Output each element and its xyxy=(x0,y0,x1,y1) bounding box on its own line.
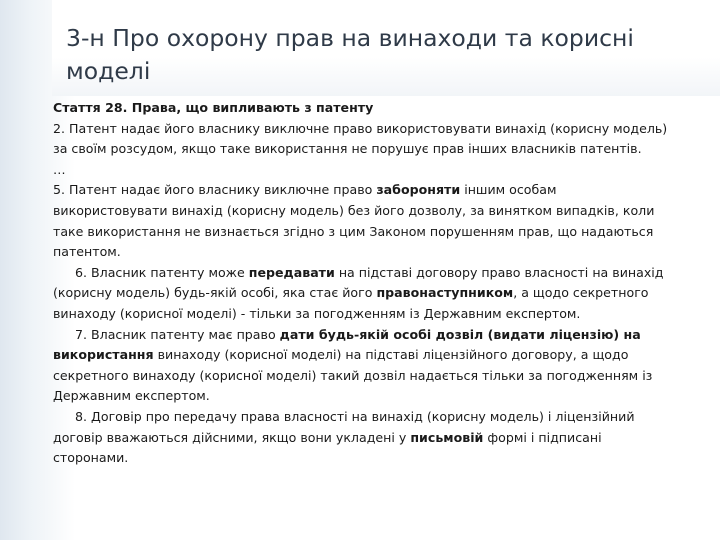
left-decorative-strip xyxy=(0,0,52,540)
paragraph-6-text-e: , а щодо секретного винаходу (корисної моделі) - тільки за погодженням із Державним експертом. xyxy=(53,285,649,321)
article-heading xyxy=(53,98,675,119)
slide-content xyxy=(53,98,675,469)
paragraph-2: 2. Патент надає його власнику виключне право використовувати винахід (корисну модель) за своїм розсудом, якщо таке використання не порушує прав інших власників патентів. xyxy=(53,120,668,157)
paragraph-8-text-a: 8. Договір про передачу права власності на винахід (корисну модель) і ліцензійний договір вважаються дійсними, якщо вони укладені у xyxy=(53,408,635,445)
paragraph-7 xyxy=(53,325,675,407)
slide-title: 3-н Про охорону прав на винаходи та корисні моделі xyxy=(66,24,634,85)
paragraph-5-bold: забороняти xyxy=(376,182,461,198)
article-heading-text: Стаття 28. Права, що випливають з патенту xyxy=(53,100,374,115)
paragraph-6-bold-1: передавати xyxy=(248,264,335,280)
paragraph-6 xyxy=(53,263,675,325)
paragraph-5 xyxy=(53,180,675,262)
paragraph-6-text-c: на підставі договору право власності на винахід (корисну модель) будь-якій особі, яка стає його xyxy=(53,264,664,301)
paragraph-8 xyxy=(53,407,675,469)
paragraph-6-text-a: 6. Власник патенту може xyxy=(75,264,249,280)
paragraph-7-bold: дати будь-якій особі дозвіл (видати ліцензію) на використання xyxy=(53,326,641,363)
paragraph-5-text-a: 5. Патент надає його власнику виключне право xyxy=(53,182,377,198)
paragraph-7-text-c: винаходу (корисної моделі) на підставі ліцензійного договору, а щодо секретного винаходу (корисної моделі) такий дозвіл надається тільки за погодженням із Державним експертом. xyxy=(53,347,653,404)
paragraph-7-text-a: 7. Власник патенту має право xyxy=(75,326,280,342)
paragraph-8-bold: письмовій xyxy=(410,429,484,445)
paragraph-6-bold-2: правонаступником xyxy=(376,285,514,301)
paragraph-8-text-c: формі і підписані сторонами. xyxy=(53,429,602,466)
paragraph-5-text-c: іншим особам використовувати винахід (корисну модель) без його дозволу, за винятком випадків, коли таке використання не визнається згідно з цим Законом порушенням прав, що надаються патентом. xyxy=(53,182,655,260)
ellipsis: … xyxy=(53,161,66,177)
